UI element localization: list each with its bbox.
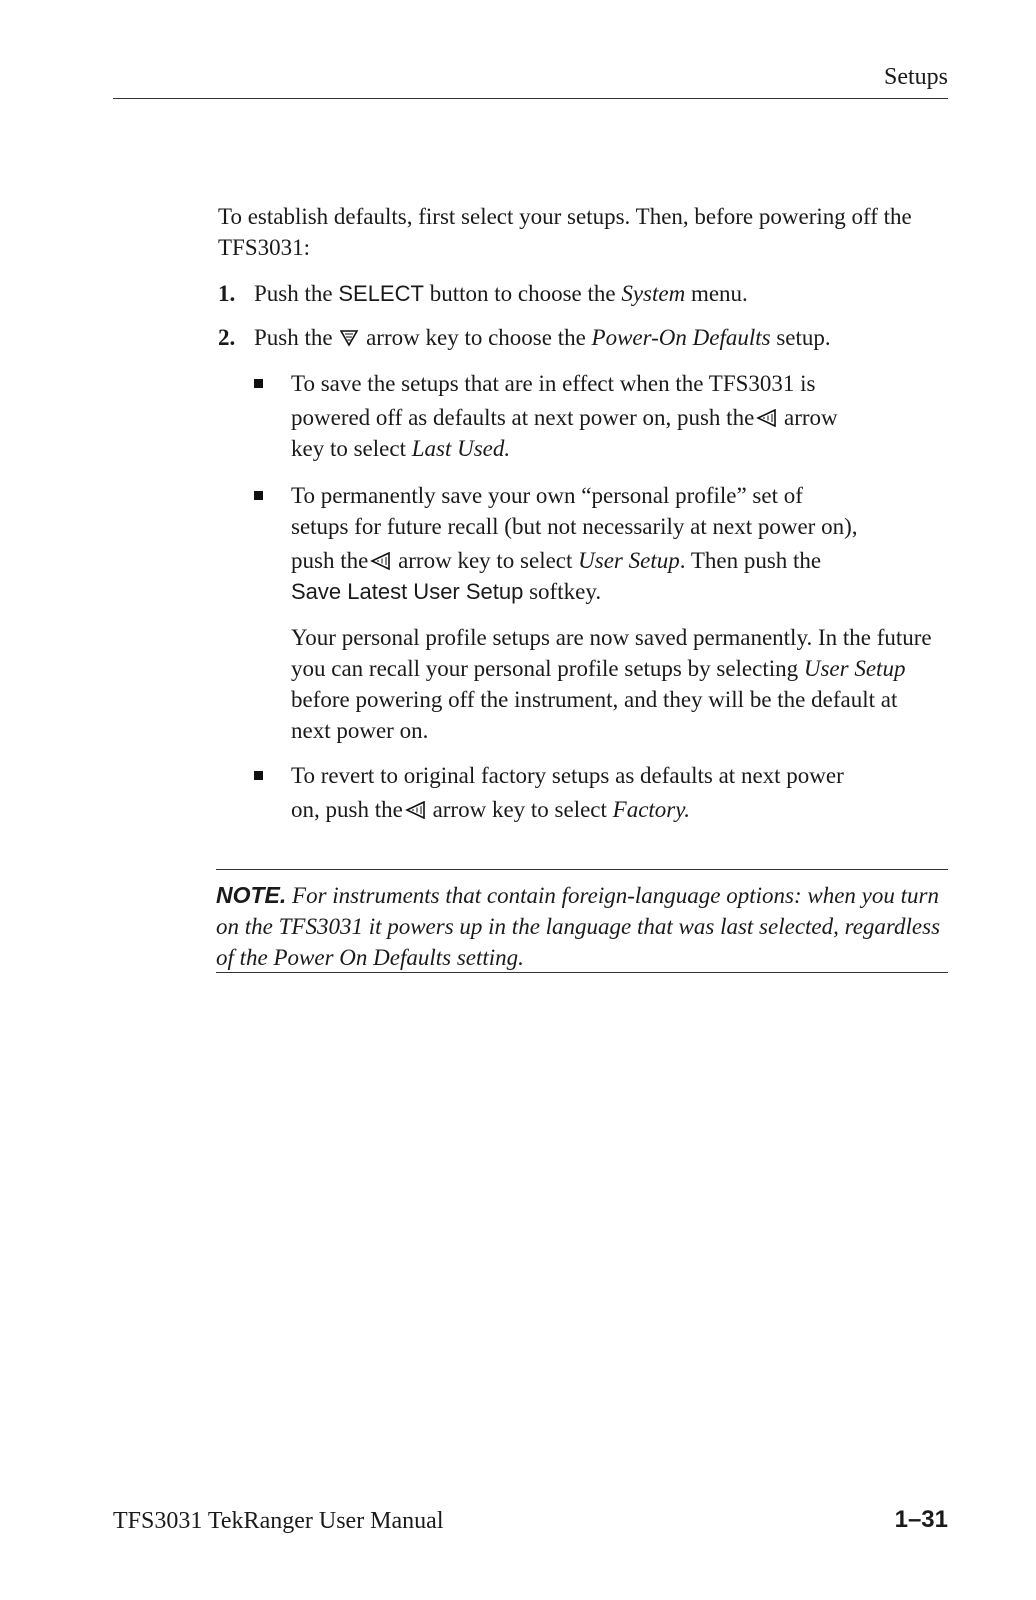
option-last-used: Last Used. — [411, 436, 511, 461]
bullet-text — [291, 368, 941, 464]
bullet-marker — [254, 491, 263, 500]
text-line — [291, 402, 941, 433]
note-text: For instruments that contain foreign-language options: when you turn on the TFS3031 it powers up in the language that was last selected, regardless of the Power On Defaults setting. — [216, 883, 941, 970]
option-factory: Factory. — [612, 797, 690, 822]
softkey-label: Save Latest User Setup — [291, 579, 524, 604]
step-number: 1. — [218, 281, 236, 306]
select-key-label: SELECT — [338, 281, 424, 306]
text-run: push the — [291, 548, 369, 573]
option-user-setup: User Setup — [578, 548, 680, 573]
step-text — [254, 322, 831, 353]
bullet-marker — [254, 771, 263, 780]
bullet-text — [291, 760, 941, 825]
text-run: before powering off the instrument, and they will be the default at next power on. — [291, 687, 898, 743]
text-line: setups for future recall (but not necessarily at next power on), — [291, 514, 858, 539]
footer-manual-title: TFS3031 TekRanger User Manual — [113, 1508, 444, 1534]
text-run: arrow key to select — [426, 797, 613, 822]
text-run: Push the — [254, 281, 339, 306]
left-arrow-icon — [405, 801, 425, 819]
text-line — [291, 794, 941, 825]
text-run: . Then push the — [679, 548, 822, 573]
intro-paragraph: To establish defaults, first select your setups. Then, before powering off the TFS3031: — [218, 204, 912, 260]
text-run: button to choose the — [423, 281, 622, 306]
text-run: softkey. — [523, 579, 602, 604]
text-line: To permanently save your own “personal profile” set of — [291, 483, 803, 508]
text-run: Push the — [254, 325, 339, 350]
step-text — [254, 278, 748, 309]
note-rule-top — [216, 869, 948, 870]
menu-name: System — [621, 281, 686, 306]
running-header: Setups — [883, 64, 948, 90]
step-number: 2. — [218, 325, 236, 350]
text-run: arrow key to select — [392, 548, 579, 573]
setup-name: Power-On Defaults — [591, 325, 771, 350]
bullet-marker — [254, 379, 263, 388]
text-run: menu. — [685, 281, 748, 306]
bullet-text — [291, 480, 941, 607]
option-user-setup: User Setup — [803, 656, 906, 681]
text-run: arrow key to choose the — [360, 325, 592, 350]
text-run: Your personal profile setups are now saved permanently. In the future you can recall your personal profile setups by selecting — [291, 625, 932, 681]
text-run: powered off as defaults at next power on, push the — [291, 405, 755, 430]
text-run: arrow — [778, 405, 838, 430]
text-run: key to select — [291, 436, 412, 461]
text-run: on, push the — [291, 797, 403, 822]
text-line: To save the setups that are in effect when the TFS3031 is — [291, 371, 816, 396]
text-run: setup. — [770, 325, 831, 350]
text-line: To revert to original factory setups as defaults at next power — [291, 763, 844, 788]
left-arrow-icon — [756, 409, 776, 427]
text-line — [291, 545, 941, 576]
text-line — [291, 576, 941, 607]
text-line — [291, 433, 941, 464]
down-arrow-icon — [340, 329, 358, 347]
note-label: NOTE. — [216, 882, 287, 908]
header-rule — [113, 98, 948, 99]
note-block — [216, 880, 946, 973]
page-number: 1–31 — [894, 1506, 948, 1533]
personal-profile-paragraph — [291, 622, 941, 746]
note-rule-bottom — [216, 972, 948, 973]
left-arrow-icon — [370, 552, 390, 570]
